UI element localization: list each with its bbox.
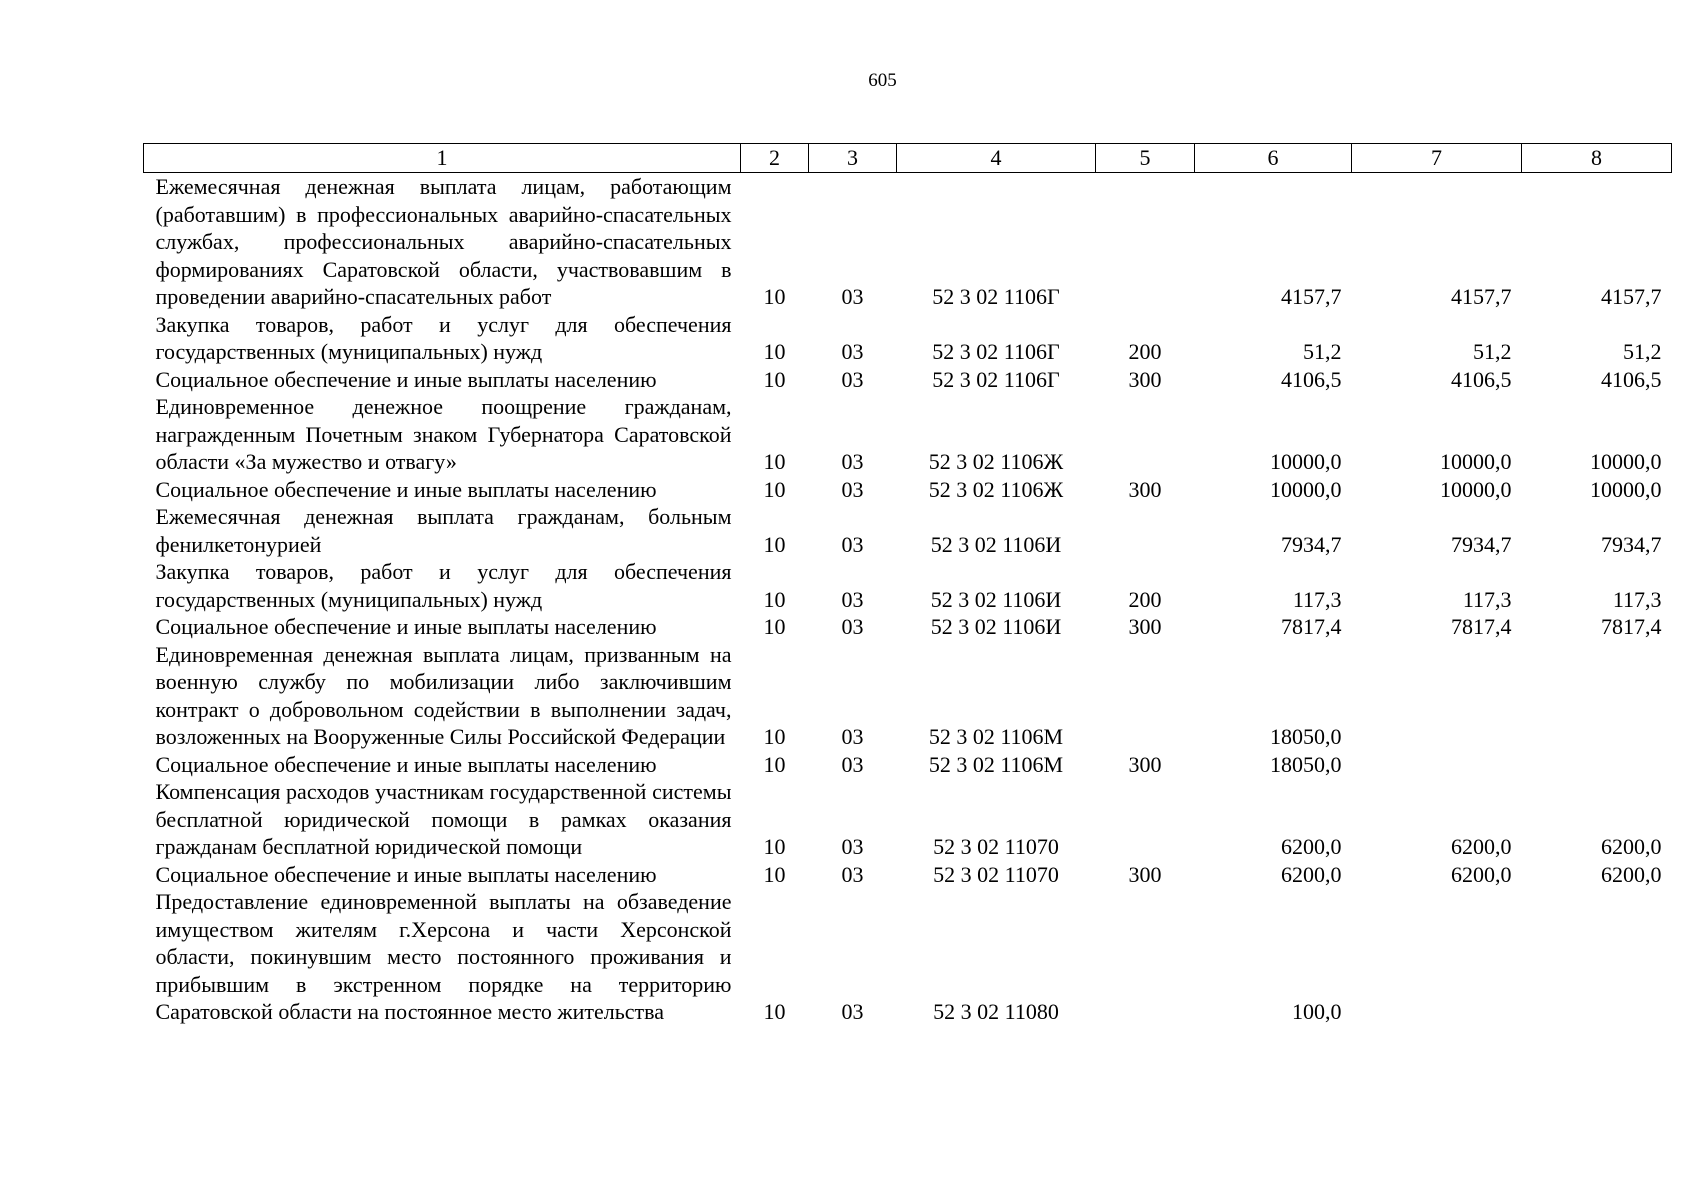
row-name: Единовременная денежная выплата лицам, призванным на военную службу по мобилизации либо заключившим контракт о добровольном содействии в выполнении задач, возложенных на Вооруженные Силы Российской Федерации: [155, 641, 732, 749]
row-amount-col7: [1352, 888, 1522, 1026]
row-target-article: 52 3 02 1106М: [928, 724, 1064, 749]
row-section: 10: [763, 449, 786, 474]
table-row: [144, 393, 1672, 476]
row-expense-type: 300: [1128, 614, 1162, 639]
row-target-article: 52 3 02 1106И: [930, 531, 1062, 557]
row-section: 10: [763, 284, 786, 309]
row-name: Компенсация расходов участникам государственной системы бесплатной юридической помощи в рамках оказания гражданам бесплатной юридической помощи: [155, 779, 732, 859]
row-section: 10: [763, 476, 786, 502]
row-amount-col8: 51,2: [1623, 339, 1662, 364]
row-name: Социальное обеспечение и иные выплаты населению: [155, 476, 657, 502]
row-section: 10: [763, 586, 786, 612]
row-section: 10: [763, 531, 786, 557]
row-subsection: 03: [841, 834, 864, 859]
row-name: Закупка товаров, работ и услуг для обеспечения государственных (муниципальных) нужд: [155, 559, 732, 612]
row-target-article: 52 3 02 1106Г: [932, 339, 1060, 364]
row-amount-col8: 117,3: [1612, 586, 1662, 612]
row-amount-col6: 18050,0: [1270, 751, 1342, 777]
row-amount-col7: 10000,0: [1440, 476, 1512, 502]
row-subsection: 03: [841, 476, 864, 502]
row-name: Ежемесячная денежная выплата гражданам, больным фенилкетонурией: [155, 504, 732, 557]
row-amount-col8: 7934,7: [1601, 531, 1662, 557]
row-amount-col7: 4106,5: [1451, 366, 1512, 392]
row-section: 10: [763, 339, 786, 364]
table-row: [144, 173, 1672, 311]
row-amount-col7: 10000,0: [1440, 449, 1512, 474]
row-amount-col6: 6200,0: [1281, 834, 1342, 859]
page-number: 605: [868, 70, 897, 91]
row-amount-col7: 51,2: [1473, 339, 1512, 364]
header-row: [144, 144, 1672, 173]
table-row: [144, 558, 1672, 613]
row-name: Социальное обеспечение и иные выплаты населению: [155, 861, 657, 887]
row-expense-type: 200: [1128, 339, 1162, 364]
row-amount-col7: 6200,0: [1451, 834, 1512, 859]
row-amount-col6: 4106,5: [1281, 366, 1342, 392]
row-expense-type: 300: [1128, 751, 1162, 777]
row-amount-col7: [1352, 751, 1522, 779]
row-subsection: 03: [841, 999, 864, 1024]
table-header: [144, 144, 1672, 173]
row-expense-type: 300: [1128, 476, 1162, 502]
row-target-article: 52 3 02 1106М: [928, 751, 1064, 777]
table-row: [144, 366, 1672, 394]
row-target-article: 52 3 02 1106Г: [932, 366, 1060, 392]
row-amount-col8: 6200,0: [1601, 834, 1662, 859]
row-amount-col6: 18050,0: [1270, 724, 1342, 749]
table-row: [144, 476, 1672, 504]
table-row: [144, 861, 1672, 889]
row-target-article: 52 3 02 11070: [933, 861, 1059, 887]
row-subsection: 03: [841, 724, 864, 749]
row-subsection: 03: [841, 586, 864, 612]
table-row: [144, 778, 1672, 861]
table-row: [144, 503, 1672, 558]
row-subsection: 03: [841, 614, 864, 639]
table-row: [144, 613, 1672, 641]
row-name: Единовременное денежное поощрение гражданам, награжденным Почетным знаком Губернатора Саратовской области «За мужество и отвагу»: [155, 394, 732, 474]
budget-table: [143, 143, 1672, 1026]
row-target-article: 52 3 02 1106Ж: [928, 449, 1064, 474]
row-section: 10: [763, 861, 786, 887]
row-amount-col7: 117,3: [1462, 586, 1512, 612]
row-amount-col6: 6200,0: [1281, 861, 1342, 887]
row-subsection: 03: [841, 751, 864, 777]
header-col-4: 4: [897, 144, 1096, 173]
row-amount-col6: 100,0: [1292, 999, 1342, 1024]
row-expense-type: 300: [1128, 861, 1162, 887]
row-amount-col8: 7817,4: [1601, 614, 1662, 639]
row-target-article: 52 3 02 1106Ж: [928, 476, 1064, 502]
row-amount-col8: [1522, 641, 1672, 751]
row-section: 10: [763, 614, 786, 639]
row-amount-col7: [1352, 641, 1522, 751]
row-name: Социальное обеспечение и иные выплаты населению: [155, 366, 657, 392]
row-amount-col7: 6200,0: [1451, 861, 1512, 887]
header-col-7: 7: [1352, 144, 1522, 173]
row-amount-col8: 6200,0: [1601, 861, 1662, 887]
row-expense-type: [1096, 641, 1195, 751]
table-row: [144, 641, 1672, 751]
row-name: Предоставление единовременной выплаты на обзаведение имуществом жителям г.Херсона и части Херсонской области, покинувшим место постоянного проживания и прибывшим в экстренном порядке на территорию Саратовской области на постоянное место жительства: [155, 889, 732, 1024]
row-amount-col8: 4157,7: [1601, 284, 1662, 309]
row-amount-col8: [1522, 888, 1672, 1026]
table-row: [144, 888, 1672, 1026]
header-col-3: 3: [809, 144, 897, 173]
row-subsection: 03: [841, 531, 864, 557]
row-subsection: 03: [841, 449, 864, 474]
row-expense-type: 300: [1128, 366, 1162, 392]
row-section: 10: [763, 724, 786, 749]
row-amount-col6: 7934,7: [1281, 531, 1342, 557]
row-target-article: 52 3 02 11070: [933, 834, 1059, 859]
row-target-article: 52 3 02 1106Г: [932, 284, 1060, 309]
row-amount-col8: 10000,0: [1590, 476, 1662, 502]
row-amount-col6: 117,3: [1292, 586, 1342, 612]
row-name: Закупка товаров, работ и услуг для обеспечения государственных (муниципальных) нужд: [155, 311, 732, 364]
row-amount-col6: 10000,0: [1270, 449, 1342, 474]
row-amount-col6: 7817,4: [1281, 614, 1342, 639]
row-target-article: 52 3 02 11080: [933, 999, 1059, 1024]
row-name: Социальное обеспечение и иные выплаты населению: [155, 614, 657, 639]
row-amount-col8: 4106,5: [1601, 366, 1662, 392]
row-name: Социальное обеспечение и иные выплаты населению: [155, 751, 657, 777]
header-col-2: 2: [741, 144, 809, 173]
row-amount-col7: 7817,4: [1451, 614, 1512, 639]
row-expense-type: 200: [1128, 586, 1162, 612]
row-target-article: 52 3 02 1106И: [930, 586, 1062, 612]
row-subsection: 03: [841, 339, 864, 364]
row-expense-type: [1096, 393, 1195, 476]
row-amount-col8: [1522, 751, 1672, 779]
row-section: 10: [763, 834, 786, 859]
row-name: Ежемесячная денежная выплата лицам, работающим (работавшим) в профессиональных аварийно-спасательных службах, профессиональных аварийно-спасательных формированиях Саратовской области, участвовавшим в проведении аварийно-спасательных работ: [155, 174, 732, 309]
row-amount-col8: 10000,0: [1590, 449, 1662, 474]
row-amount-col7: 7934,7: [1451, 531, 1512, 557]
row-subsection: 03: [841, 861, 864, 887]
table-row: [144, 751, 1672, 779]
row-amount-col6: 10000,0: [1270, 476, 1342, 502]
row-target-article: 52 3 02 1106И: [930, 614, 1062, 639]
header-col-8: 8: [1522, 144, 1672, 173]
row-section: 10: [763, 999, 786, 1024]
row-subsection: 03: [841, 284, 864, 309]
header-col-1: 1: [144, 144, 741, 173]
row-expense-type: [1096, 173, 1195, 311]
header-col-6: 6: [1195, 144, 1352, 173]
row-section: 10: [763, 751, 786, 777]
table-row: [144, 311, 1672, 366]
row-expense-type: [1096, 888, 1195, 1026]
header-col-5: 5: [1096, 144, 1195, 173]
row-expense-type: [1096, 778, 1195, 861]
table-body: [144, 173, 1672, 1026]
row-amount-col7: 4157,7: [1451, 284, 1512, 309]
row-amount-col6: 51,2: [1303, 339, 1342, 364]
row-amount-col6: 4157,7: [1281, 284, 1342, 309]
row-section: 10: [763, 366, 786, 392]
row-expense-type: [1096, 503, 1195, 558]
row-subsection: 03: [841, 366, 864, 392]
